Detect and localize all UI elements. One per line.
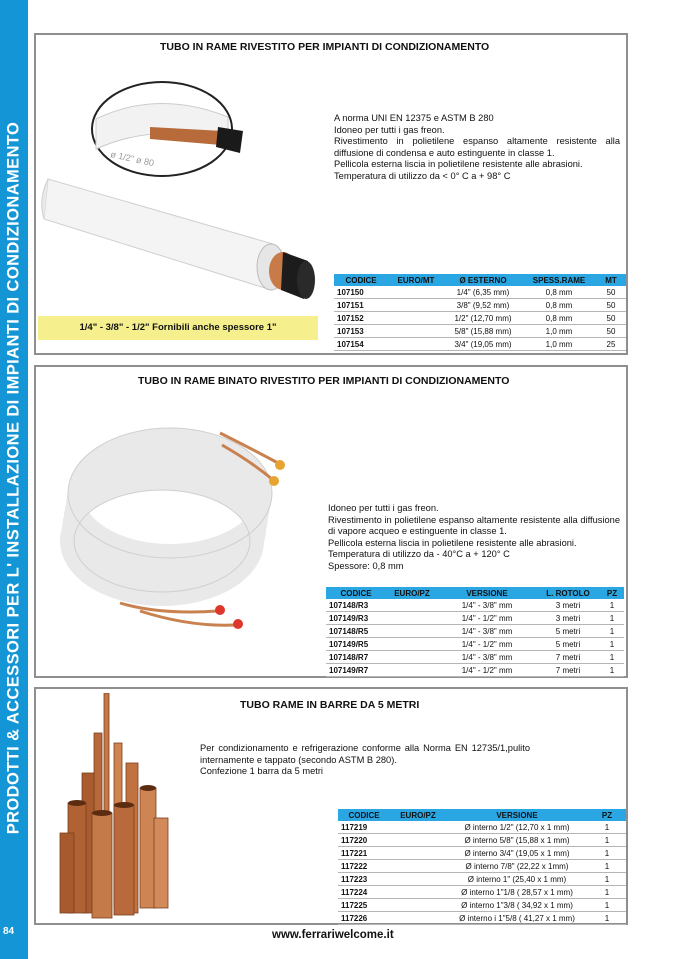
table-cell: 1/4" - 3/8" mm: [438, 599, 536, 612]
column-header: CODICE: [334, 274, 388, 286]
column-header: Ø ESTERNO: [444, 274, 522, 286]
column-header: VERSIONE: [438, 587, 536, 599]
table-cell: [386, 664, 438, 677]
table-cell: Ø interno 1"3/8 ( 34,92 x 1 mm): [446, 899, 588, 912]
table-row: [326, 651, 624, 664]
desc-line: Rivestimento in polietilene espanso altamente resistente alla diffusione di vapore acqueo e estinguente in classe 1.: [328, 514, 620, 536]
product-code: 107148/R5: [326, 625, 386, 638]
section-description: [200, 743, 530, 778]
table-cell: [386, 638, 438, 651]
product-code: 107150: [334, 286, 388, 299]
desc-line: Confezione 1 barra da 5 metri: [200, 766, 323, 776]
copper-bars-image: [54, 693, 174, 923]
sidebar: [0, 0, 28, 959]
pipe-print-label: ø 1/2" ø 80: [109, 149, 155, 169]
table-cell: 1: [588, 834, 626, 847]
table-cell: Ø interno 1"1/8 ( 28,57 x 1 mm): [446, 886, 588, 899]
table-cell: [388, 312, 444, 325]
table-row: [334, 312, 626, 325]
table-cell: 1,0 mm: [522, 338, 596, 351]
table-row: [338, 873, 626, 886]
table-cell: [386, 599, 438, 612]
table-cell: 1: [588, 912, 626, 925]
page-number: 84: [3, 926, 15, 937]
table-row: [326, 612, 624, 625]
table-row: [326, 625, 624, 638]
table-cell: 0,8 mm: [522, 312, 596, 325]
column-header: VERSIONE: [446, 809, 588, 821]
section-description: [334, 113, 620, 182]
product-table: [326, 587, 624, 677]
table-cell: Ø interno i 1"5/8 ( 41,27 x 1 mm): [446, 912, 588, 925]
product-code: 117225: [338, 899, 390, 912]
column-header: PZ: [600, 587, 624, 599]
footer-url[interactable]: www.ferrariwelcome.it: [272, 929, 394, 941]
table-cell: 1/4" - 3/8" mm: [438, 651, 536, 664]
desc-line: Spessore: 0,8 mm: [328, 560, 404, 571]
table-cell: Ø interno 3/4" (19,05 x 1 mm): [446, 847, 588, 860]
table-cell: 1: [588, 873, 626, 886]
product-code: 117221: [338, 847, 390, 860]
table-cell: 3/4" (19,05 mm): [444, 338, 522, 351]
product-code: 107149/R5: [326, 638, 386, 651]
table-row: [338, 899, 626, 912]
table-cell: 1/4" - 1/2" mm: [438, 612, 536, 625]
table-cell: [390, 860, 446, 873]
table-cell: [386, 625, 438, 638]
table-cell: 1: [588, 847, 626, 860]
sidebar-title: PRODOTTI & ACCESSORI PER L' INSTALLAZIONE DI IMPIANTI DI CONDIZIONAMENTO: [4, 121, 23, 835]
table-cell: [390, 847, 446, 860]
table-row: [334, 299, 626, 312]
column-header: CODICE: [338, 809, 390, 821]
desc-line: A norma UNI EN 12375 e ASTM B 280: [334, 113, 494, 123]
table-row: [334, 286, 626, 299]
desc-line: Idoneo per tutti i gas freon.: [328, 503, 439, 513]
section-twin-copper-pipe: [34, 365, 628, 678]
availability-note: 1/4" - 3/8" - 1/2" Fornibili anche spessore 1": [38, 316, 318, 340]
table-cell: [390, 912, 446, 925]
table-row: [338, 834, 626, 847]
table-cell: Ø interno 7/8" (22,22 x 1mm): [446, 860, 588, 873]
table-cell: 0,8 mm: [522, 286, 596, 299]
coated-pipe-image: [38, 49, 328, 319]
column-header: CODICE: [326, 587, 386, 599]
table-cell: 1: [600, 638, 624, 651]
table-cell: 5 metri: [536, 625, 600, 638]
desc-line: Rivestimento in polietilene espanso altamente resistente alla diffusione di condensa e auto estinguente in classe 1.: [334, 136, 620, 158]
product-code: 117226: [338, 912, 390, 925]
table-cell: 1: [600, 625, 624, 638]
product-code: 107151: [334, 299, 388, 312]
table-cell: [388, 299, 444, 312]
table-cell: 1,0 mm: [522, 325, 596, 338]
table-cell: [390, 899, 446, 912]
table-row: [338, 912, 626, 925]
table-cell: 1: [600, 612, 624, 625]
table-cell: 50: [596, 299, 626, 312]
desc-line: Pellicola esterna liscia in polietilene resistente alle abrasioni.: [334, 159, 583, 169]
table-row: [338, 821, 626, 834]
table-cell: 0,8 mm: [522, 299, 596, 312]
table-cell: 5/8" (15,88 mm): [444, 325, 522, 338]
table-cell: [390, 821, 446, 834]
table-row: [334, 325, 626, 338]
table-cell: 1: [588, 821, 626, 834]
column-header: SPESS.RAME: [522, 274, 596, 286]
table-cell: [388, 286, 444, 299]
desc-line: Idoneo per tutti i gas freon.: [334, 124, 445, 135]
table-cell: 50: [596, 325, 626, 338]
column-header: PZ: [588, 809, 626, 821]
desc-line: Per condizionamento e refrigerazione conforme alla Norma EN 12735/1,pulito internamente e tappato (secondo ASTM B 280).: [200, 743, 530, 765]
table-cell: [390, 886, 446, 899]
table-cell: 3/8" (9,52 mm): [444, 299, 522, 312]
table-cell: [388, 325, 444, 338]
table-cell: 1/4" (6,35 mm): [444, 286, 522, 299]
product-code: 107148/R3: [326, 599, 386, 612]
table-row: [338, 847, 626, 860]
section-title: TUBO IN RAME RIVESTITO PER IMPIANTI DI CONDIZIONAMENTO: [160, 41, 490, 53]
table-cell: 1: [600, 651, 624, 664]
table-cell: 1/4" - 1/2" mm: [438, 664, 536, 677]
table-cell: [390, 834, 446, 847]
product-code: 107152: [334, 312, 388, 325]
section-title: TUBO IN RAME BINATO RIVESTITO PER IMPIANTI DI CONDIZIONAMENTO: [138, 375, 510, 387]
product-table: [338, 809, 626, 925]
section-copper-bars: [34, 687, 628, 925]
desc-line: Temperatura di utilizzo da < 0° C a + 98° C: [334, 170, 511, 181]
table-cell: 3 metri: [536, 612, 600, 625]
table-cell: [390, 873, 446, 886]
table-row: [338, 886, 626, 899]
table-row: [334, 338, 626, 351]
table-row: [326, 599, 624, 612]
product-code: 117223: [338, 873, 390, 886]
table-cell: 5 metri: [536, 638, 600, 651]
column-header: EURO/PZ: [390, 809, 446, 821]
table-cell: 1/4" - 1/2" mm: [438, 638, 536, 651]
table-cell: 1: [600, 599, 624, 612]
table-cell: 50: [596, 312, 626, 325]
section-title: TUBO RAME IN BARRE DA 5 METRI: [240, 699, 420, 711]
table-row: [338, 860, 626, 873]
product-code: 107149/R3: [326, 612, 386, 625]
table-cell: 3 metri: [536, 599, 600, 612]
table-cell: 1/2" (12,70 mm): [444, 312, 522, 325]
column-header: EURO/PZ: [386, 587, 438, 599]
product-code: 107153: [334, 325, 388, 338]
table-cell: 1: [588, 860, 626, 873]
column-header: L. ROTOLO: [536, 587, 600, 599]
desc-line: Pellicola esterna liscia in polietilene resistente alle abrasioni.: [328, 537, 577, 548]
product-table: [334, 274, 626, 351]
product-code: 117219: [338, 821, 390, 834]
table-cell: [388, 338, 444, 351]
column-header: EURO/MT: [388, 274, 444, 286]
column-header: MT: [596, 274, 626, 286]
table-cell: 7 metri: [536, 664, 600, 677]
product-code: 107154: [334, 338, 388, 351]
table-cell: 1: [588, 899, 626, 912]
section-coated-copper-pipe: [34, 33, 628, 355]
table-cell: Ø interno 1" (25,40 x 1 mm): [446, 873, 588, 886]
table-row: [326, 638, 624, 651]
table-cell: 1: [588, 886, 626, 899]
table-row: [326, 664, 624, 677]
table-cell: 7 metri: [536, 651, 600, 664]
table-cell: 50: [596, 286, 626, 299]
table-cell: Ø interno 1/2" (12,70 x 1 mm): [446, 821, 588, 834]
product-code: 117220: [338, 834, 390, 847]
table-cell: [386, 612, 438, 625]
twin-pipe-coil-image: [50, 393, 320, 643]
product-code: 117222: [338, 860, 390, 873]
product-code: 117224: [338, 886, 390, 899]
table-cell: 1: [600, 664, 624, 677]
table-cell: Ø interno 5/8" (15,88 x 1 mm): [446, 834, 588, 847]
product-code: 107149/R7: [326, 664, 386, 677]
table-cell: 25: [596, 338, 626, 351]
desc-line: Temperatura di utilizzo da - 40°C a + 120° C: [328, 549, 510, 559]
table-cell: 1/4" - 3/8" mm: [438, 625, 536, 638]
product-code: 107148/R7: [326, 651, 386, 664]
table-cell: [386, 651, 438, 664]
section-description: [328, 503, 620, 572]
